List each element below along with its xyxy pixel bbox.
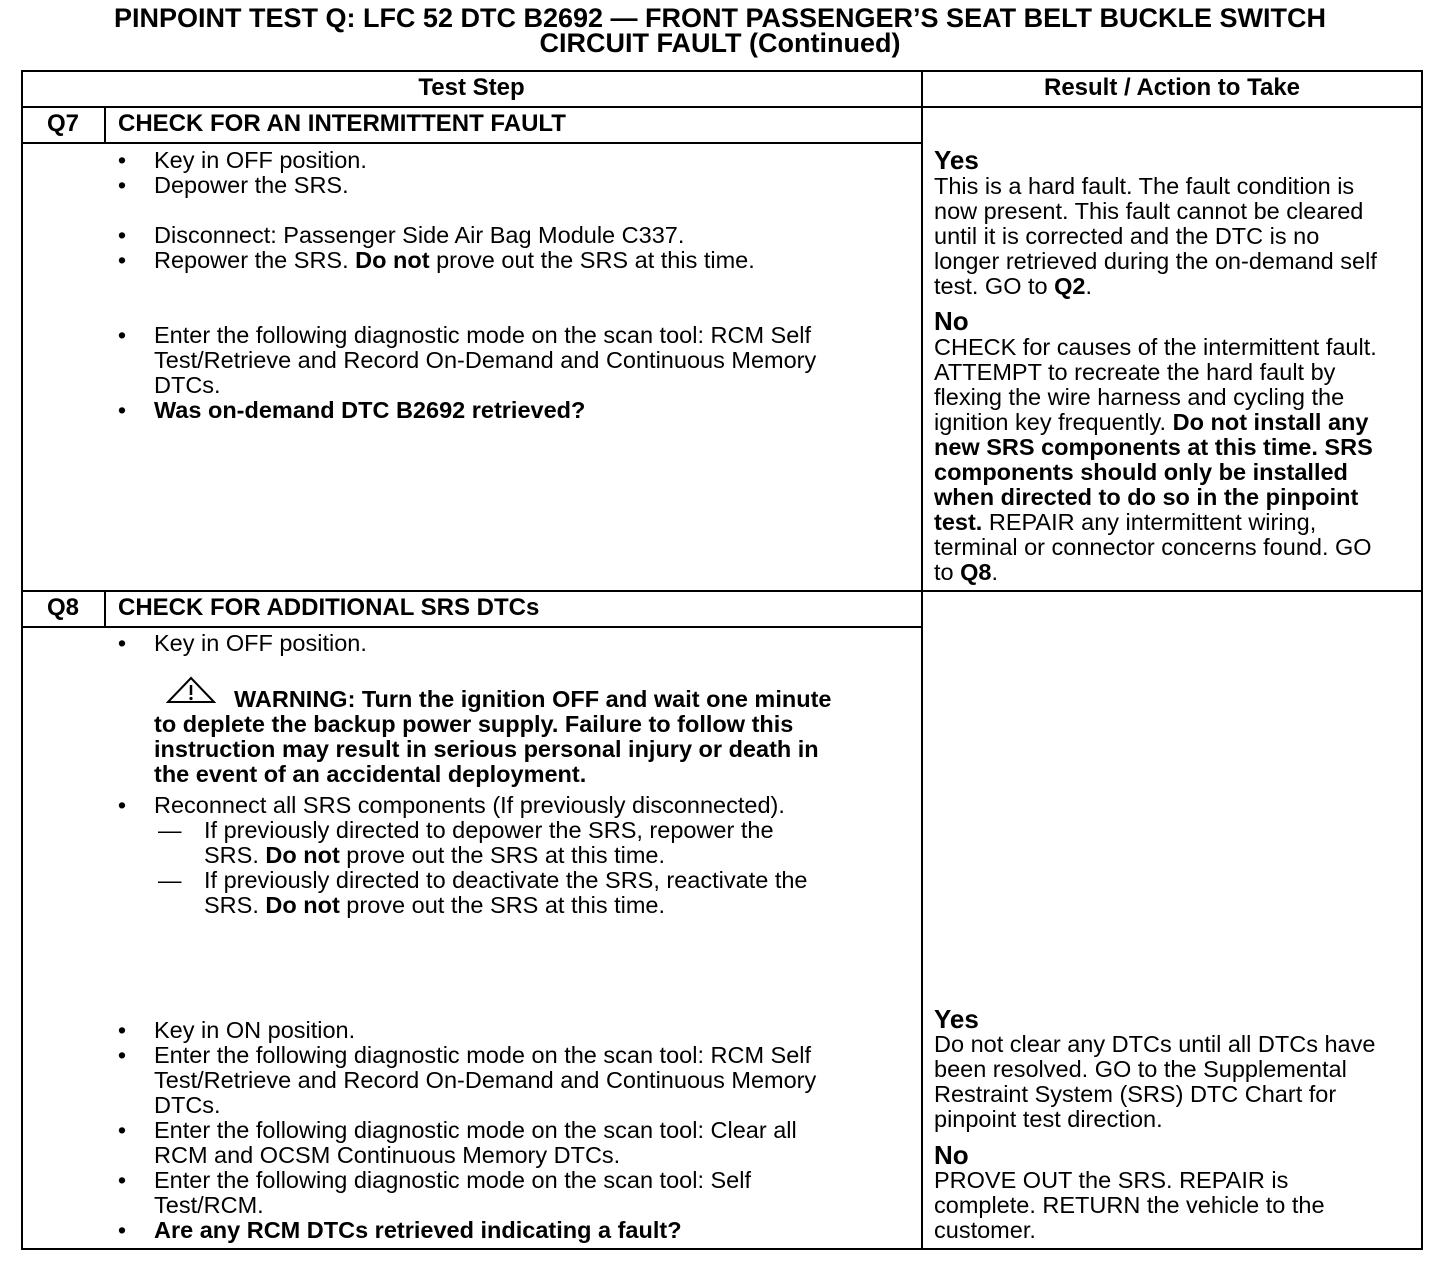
bullet-icon: • — [117, 1017, 127, 1043]
bullet-icon: • — [117, 1217, 127, 1243]
column-divider — [921, 71, 923, 1249]
q7-yes-text: This is a hard fault. The fault condition is now present. This fault cannot be cleared until it is corrected and the DTC is no longer retrieved during the on-demand self test. GO to Q2. — [934, 173, 1377, 299]
warning-text: WARNING: Turn the ignition OFF and wait one minute to deplete the backup power supply. Failure to follow this instruction may result in serious personal injury or death in the event of an accidental deployment. — [154, 686, 832, 787]
bullet-icon: • — [117, 792, 127, 818]
q8-no-label: No — [934, 1140, 969, 1170]
q8-yes-label: Yes — [934, 1004, 979, 1034]
bullet-icon: • — [117, 630, 127, 656]
bullet-icon: • — [117, 322, 127, 348]
q8-step-id: Q8 — [46, 594, 79, 621]
header-result: Result / Action to Take — [1043, 74, 1301, 101]
q8-yes-text: Do not clear any DTCs until all DTCs have been resolved. GO to the Supplemental Restraint System (SRS) DTC Chart for pinpoint test direction. — [934, 1031, 1376, 1132]
header-test-step: Test Step — [418, 74, 525, 101]
q8-id-divider — [104, 591, 106, 627]
q8-step-title: CHECK FOR ADDITIONAL SRS DTCs — [118, 594, 540, 621]
bullet-icon: • — [117, 247, 127, 273]
q7-id-divider — [104, 107, 106, 143]
q7-yes-label: Yes — [934, 145, 979, 175]
q7-no-text: CHECK for causes of the intermittent fault. ATTEMPT to recreate the hard fault by flexing the wire harness and cycling the ignition key frequently. Do not install any new SRS components at this time. SRS components should only be installed when directed to do so in the pinpoint test. REPAIR any intermittent wiring, terminal or connector concerns found. GO to Q8. — [934, 334, 1377, 585]
bullet-icon: • — [117, 1117, 127, 1143]
bullet-icon: • — [117, 147, 127, 173]
dash-icon: — — [158, 867, 182, 893]
q7-no-label: No — [934, 306, 969, 336]
bullet-icon: • — [117, 1042, 127, 1068]
bullet-icon: • — [117, 222, 127, 248]
title-line-2: CIRCUIT FAULT (Continued) — [539, 28, 901, 58]
bullet-icon: • — [117, 172, 127, 198]
q7-title-rule — [22, 142, 921, 144]
page-title — [0, 3, 1440, 58]
q8-title-rule — [22, 626, 921, 628]
bullet-icon: • — [117, 1167, 127, 1193]
dash-icon: — — [158, 817, 182, 843]
q7-step-id: Q7 — [46, 110, 79, 137]
q8-no-text: PROVE OUT the SRS. REPAIR is complete. RETURN the vehicle to the customer. — [934, 1167, 1325, 1243]
title-line-1: PINPOINT TEST Q: LFC 52 DTC B2692 — FRONT PASSENGER’S SEAT BELT BUCKLE SWITCH — [113, 3, 1327, 33]
q7-step-title: CHECK FOR AN INTERMITTENT FAULT — [118, 110, 566, 137]
bullet-icon: • — [117, 397, 127, 423]
